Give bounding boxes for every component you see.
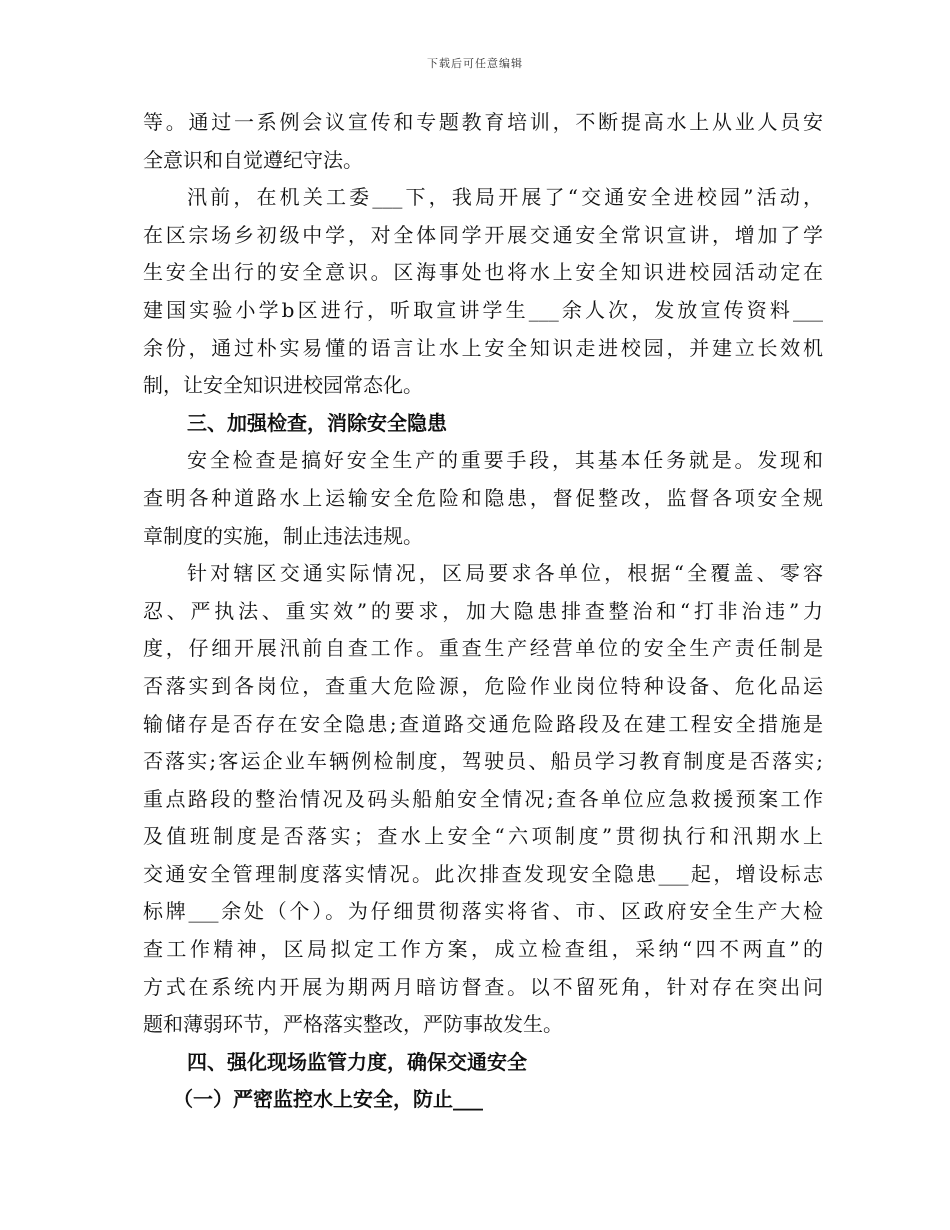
paragraph-line: 在区宗场乡初级中学，对全体同学开展交通安全常识宣讲，增加了学 xyxy=(143,222,823,247)
paragraph-line: 建国实验小学b区进行，听取宣讲学生___余人次，发放宣传资料___ xyxy=(143,297,823,322)
paragraph-line: 生安全出行的安全意识。区海事处也将水上安全知识进校园活动定在 xyxy=(143,260,823,285)
page-header-note: 下载后可任意编辑 xyxy=(427,57,523,70)
paragraph-line: 重点路段的整治情况及码头船舶安全情况;查各单位应急救援预案工作 xyxy=(143,786,823,811)
paragraph-line: 否落实;客运企业车辆例检制度，驾驶员、船员学习教育制度是否落实; xyxy=(143,749,823,774)
paragraph-line: 方式在系统内开展为期两月暗访督查。以不留死角，针对存在突出问 xyxy=(143,974,823,999)
paragraph-line: 安全检查是搞好安全生产的重要手段，其基本任务就是。发现和 xyxy=(187,448,823,473)
paragraph-line: 针对辖区交通实际情况，区局要求各单位，根据“全覆盖、零容 xyxy=(187,561,823,586)
paragraph-line: 查工作精神，区局拟定工作方案，成立检查组，采纳“四不两直”的 xyxy=(143,937,823,962)
paragraph-line: 交通安全管理制度落实情况。此次排查发现安全隐患___起，增设标志 xyxy=(143,861,823,886)
section-heading: 三、加强检查，消除安全隐患 xyxy=(187,410,447,435)
subsection-heading: （一）严密监控水上安全，防止___ xyxy=(173,1087,483,1112)
paragraph-line: 度，仔细开展汛前自查工作。重查生产经营单位的安全生产责任制是 xyxy=(143,636,823,661)
paragraph-line: 查明各种道路水上运输安全危险和隐患，督促整改，监督各项安全规 xyxy=(143,485,823,510)
section-heading: 四、强化现场监管力度，确保交通安全 xyxy=(187,1049,527,1074)
paragraph-line: 否落实到各岗位，查重大危险源，危险作业岗位特种设备、危化品运 xyxy=(143,673,823,698)
document-body xyxy=(143,104,823,1119)
paragraph-line: 等。通过一系例会议宣传和专题教育培训，不断提高水上从业人员安 xyxy=(143,110,823,134)
paragraph-line: 题和薄弱环节，严格落实整改，严防事故发生。 xyxy=(143,1012,563,1037)
paragraph-line: 及值班制度是否落实；查水上安全“六项制度”贯彻执行和汛期水上 xyxy=(143,824,823,849)
paragraph-line: 余份，通过朴实易懂的语言让水上安全知识走进校园，并建立长效机 xyxy=(143,335,823,360)
paragraph-line: 输储存是否存在安全隐患;查道路交通危险路段及在建工程安全措施是 xyxy=(143,711,823,736)
paragraph-line: 汛前，在机关工委___下，我局开展了“交通安全进校园”活动， xyxy=(187,185,823,210)
paragraph-line: 制，让安全知识进校园常态化。 xyxy=(143,373,423,398)
paragraph-line: 章制度的实施，制止违法违规。 xyxy=(143,523,423,548)
paragraph-line: 忍、严执法、重实效”的要求，加大隐患排查整治和“打非治违”力 xyxy=(143,598,823,623)
paragraph-line: 标牌___余处（个）。为仔细贯彻落实将省、市、区政府安全生产大检 xyxy=(143,899,823,924)
paragraph-line: 全意识和自觉遵纪守法。 xyxy=(143,147,363,172)
